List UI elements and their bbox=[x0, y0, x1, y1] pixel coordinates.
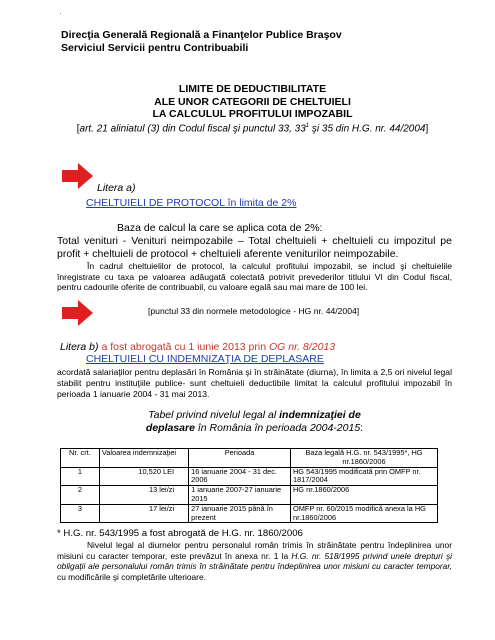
cell-period: 27 ianuarie 2015 până în prezent bbox=[189, 504, 291, 523]
scan-speck bbox=[60, 13, 61, 14]
cell-legal-basis: HG nr.1860/2006 bbox=[290, 486, 437, 505]
section-b-heading bbox=[60, 341, 335, 353]
cell-legal-basis: HG 543/1995 modificată prin OMFP nr. 1817/2004 bbox=[290, 467, 437, 486]
header-legal-basis: Baza legală H.G. nr. 543/1995*, HG nr.1860/2006 bbox=[290, 449, 437, 468]
table-row bbox=[61, 486, 438, 505]
header-value: Valoarea indemnizaţiei bbox=[99, 449, 188, 468]
protocol-expenses-link[interactable]: CHELTUIELI DE PROTOCOL în limita de 2% bbox=[86, 197, 297, 209]
protocol-reference: [punctul 33 din normele metodologice - HG nr. 44/2004] bbox=[148, 306, 360, 316]
section-b-abrogated: a fost abrogată cu 1 iunie 2013 prin bbox=[98, 341, 269, 353]
legal-reference-text-2: şi 35 din H.G. nr. 44/2004 bbox=[309, 123, 426, 135]
legal-reference-text-1: art. 21 aliniatul (3) din Codul fiscal şi punctul 33, 33 bbox=[79, 123, 306, 135]
cell-value: 10,520 LEI bbox=[99, 467, 188, 486]
footnote-abrogation: * H.G. nr. 543/1995 a fost abrogată de H.G. nr. 1860/2006 bbox=[57, 528, 303, 539]
table-header-row bbox=[61, 449, 438, 468]
section-a-heading: Litera a) bbox=[97, 182, 136, 194]
calculation-formula: Total venituri - Venituri neimpozabile – Total cheltuieli + cheltuieli cu impozitul pe profit + cheltuieli de protocol + cheltuieli aferente veniturilor neimpozabile. bbox=[57, 235, 452, 260]
table-row bbox=[61, 504, 438, 523]
legal-reference: [art. 21 aliniatul (3) din Codul fiscal şi punctul 33, $33^1$ şi 35 din H.G. nr. 44/2004] bbox=[76, 123, 429, 135]
travel-allowance-link[interactable]: CHELTUIELI CU INDEMNIZAŢIA DE DEPLASARE bbox=[86, 353, 324, 365]
institution-header bbox=[61, 29, 342, 54]
header-line-1: Direcţia Generală Regională a Finanţelor Publice Braşov bbox=[61, 29, 342, 41]
calculation-base-line: Baza de calcul la care se aplica cota de 2%: bbox=[117, 222, 323, 234]
table-row bbox=[61, 467, 438, 486]
allowance-table bbox=[60, 448, 438, 523]
title-line-1: LIMITE DE DEDUCTIBILITATE bbox=[178, 83, 327, 95]
cell-legal-basis: OMFP nr. 60/2015 modifică anexa la HG nr.1860/2006 bbox=[290, 504, 437, 523]
document-title bbox=[60, 83, 445, 121]
cell-period: 1 ianuarie 2007-27 ianuarie 2015 bbox=[189, 486, 291, 505]
header-line-2: Serviciul Servicii pentru Contribuabili bbox=[61, 41, 249, 54]
cell-value: 17 lei/zi bbox=[99, 504, 188, 523]
cell-nr: 1 bbox=[61, 467, 100, 486]
cell-period: 16 ianuarie 2004 - 31 dec. 2006 bbox=[189, 467, 291, 486]
cell-nr: 2 bbox=[61, 486, 100, 505]
title-line-2: ALE UNOR CATEGORII DE CHELTUIELI bbox=[154, 95, 351, 108]
header-nr: Nr. crt. bbox=[61, 449, 100, 468]
travel-allowance-text: acordată salariaţilor pentru deplasări în România şi în străinătate (diurna), în limita a 2,5 ori nivelul legal stabilit pentru instituţiile publice- sunt cheltuieli deductibile limitat la calculul profitului impozabil în perioada 1 ianuarie 2004 - 31 mai 2013. bbox=[57, 367, 452, 399]
title-line-3: LA CALCULUL PROFITULUI IMPOZABIL bbox=[152, 108, 353, 120]
cell-nr: 3 bbox=[61, 504, 100, 523]
table-title: Tabel privind nivelul legal al indemnizaţiei de deplasare în România în perioada 2004-2015: bbox=[145, 409, 364, 434]
header-period: Perioada bbox=[189, 449, 291, 468]
red-arrow-icon bbox=[62, 163, 94, 189]
red-arrow-icon bbox=[62, 300, 94, 326]
footnote-paragraph: Nivelul legal al diurnelor pentru personalul român trimis în străinătate pentru îndeplinirea unor misiuni cu caracter temporar, este prevăzut în anexa nr. 1 la H.G. nr. 518/1995 privind unele drepturi şi obligaţii ale personalului român trimis în străinătate pentru îndeplinirea unor misiuni cu caracter temporar, cu modificările şi completările ulterioare. bbox=[57, 540, 453, 582]
cell-value: 13 lei/zi bbox=[99, 486, 188, 505]
section-b-og: OG nr. 8/2013 bbox=[268, 341, 336, 353]
protocol-detail: În cadrul cheltuielilor de protocol, la calculul profitului impozabil, se includ şi cheltuielile înregistrate cu taxa pe valoarea adăugată colectată potrivit prevederilor titlului VI din Codul fiscal, pentru cadourile oferite de contribuabil, cu valoare egală sau mai mare de 100 lei. bbox=[57, 261, 452, 293]
legal-reference-sup: 1 bbox=[305, 123, 310, 129]
section-b-letter: Litera b) bbox=[60, 341, 99, 353]
